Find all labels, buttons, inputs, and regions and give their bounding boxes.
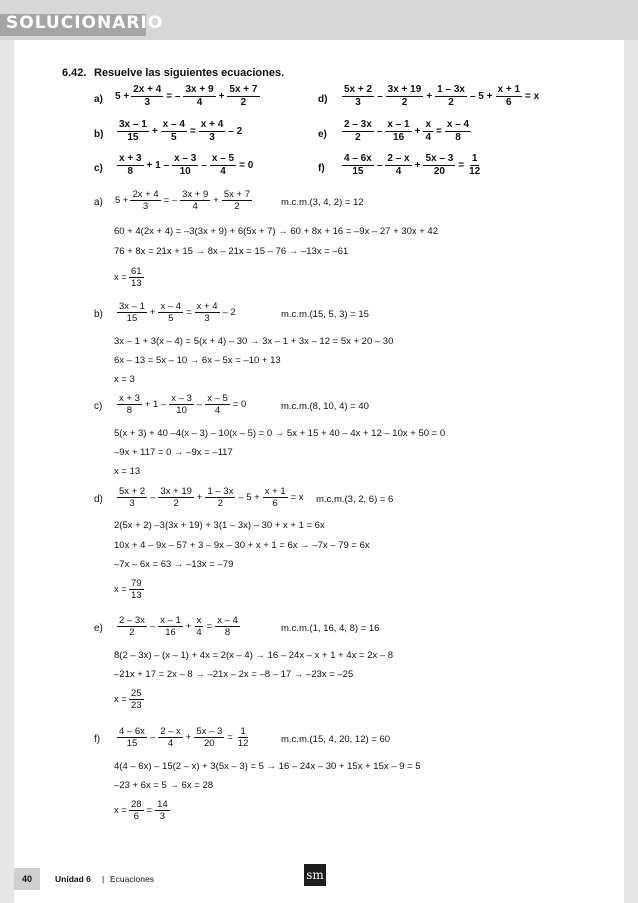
numerator: 4 – 6x: [119, 726, 145, 737]
solution-label: c): [94, 401, 103, 412]
footer-separator: |: [102, 874, 105, 884]
equation-d: [340, 84, 540, 109]
fraction: [263, 486, 288, 509]
numerator: 1 – 3x: [207, 486, 234, 497]
eq-operator: –: [149, 621, 156, 632]
eq-operator: +: [151, 126, 158, 137]
denominator: 2: [173, 498, 179, 509]
solution-line: –7x – 6x = 63 → –13x = –79: [114, 559, 234, 570]
result-a: [114, 266, 146, 289]
solution-line: 6x – 13 = 5x – 10 → 6x – 5x = –10 + 13: [114, 355, 281, 366]
fraction: [129, 688, 144, 711]
eq-operator: –: [201, 160, 207, 171]
numerator: 2 – x: [160, 726, 181, 737]
eq-operator: =: [189, 126, 196, 137]
eq-operator: +: [213, 195, 219, 206]
eq-operator: +: [196, 492, 203, 503]
equation-b: [115, 119, 243, 144]
fraction: [423, 119, 433, 144]
denominator: 6: [133, 811, 139, 822]
eq-term: 5 +: [115, 195, 129, 206]
fraction: [386, 84, 424, 109]
eq-operator: –: [150, 492, 156, 503]
numerator: 5x + 2: [119, 486, 146, 497]
denominator: 8: [126, 405, 133, 416]
denominator: 15: [352, 166, 364, 177]
equation-label: c): [94, 163, 103, 174]
result-var: x =: [114, 694, 127, 705]
solution-line: x = 3: [114, 374, 135, 385]
fraction: [161, 119, 187, 144]
denominator: 16: [392, 132, 405, 143]
result-e: [114, 688, 146, 711]
denominator: 10: [176, 405, 187, 416]
result-var: x =: [114, 272, 127, 283]
denominator: 3: [209, 132, 215, 143]
eq-operator: –: [149, 732, 156, 743]
equation-e: [340, 119, 473, 144]
eq-operator: + 1 –: [144, 399, 167, 410]
numerator: 4 – 6x: [344, 153, 372, 164]
eq-operator: =: [458, 160, 465, 171]
numerator: 1: [471, 153, 478, 164]
fraction: [385, 153, 411, 178]
solution-label: b): [94, 309, 103, 320]
fraction: [129, 799, 144, 822]
denominator: 3: [159, 811, 166, 822]
numerator: 1 – 3x: [437, 84, 465, 95]
equation-c: [115, 153, 254, 178]
fraction: [158, 615, 183, 638]
page-number: 40: [14, 868, 40, 890]
numerator: 14: [157, 799, 168, 810]
fraction: [117, 301, 147, 324]
numerator: 3x + 19: [160, 486, 192, 497]
eq-operator: –: [377, 91, 383, 102]
mcm-f: m.c.m.(15, 4, 20, 12) = 60: [281, 734, 391, 745]
denominator: 4: [220, 166, 226, 177]
numerator: x: [425, 119, 432, 130]
numerator: 2 – 3x: [344, 119, 372, 130]
denominator: 13: [130, 278, 142, 289]
denominator: 4: [192, 201, 198, 212]
eq-operator: –: [376, 126, 383, 137]
publisher-logo: sm: [304, 864, 326, 886]
denominator: 8: [224, 627, 231, 638]
numerator: x – 3: [171, 393, 192, 404]
numerator: 5x – 3: [425, 153, 454, 164]
numerator: 5x – 3: [196, 726, 223, 737]
fraction: [205, 486, 235, 509]
solution-line: 60 + 4(2x + 4) = –3(3x + 9) + 6(5x + 7) → 60 + 8x + 16 = –9x – 27 + 30x + 42: [114, 226, 439, 237]
fraction: [385, 119, 411, 144]
eq-operator: –: [196, 399, 203, 410]
denominator: 3: [142, 201, 149, 212]
fraction: [194, 726, 224, 749]
equation-a: [115, 84, 262, 109]
denominator: 4: [425, 132, 432, 143]
fraction: [158, 486, 193, 509]
numerator: 61: [130, 266, 142, 277]
eq-operator: – 5 +: [238, 492, 260, 503]
solution-c-equation: [115, 393, 247, 416]
fraction: [199, 119, 226, 144]
denominator: 12: [237, 738, 249, 749]
fraction: [195, 301, 220, 324]
eq-operator: =: [146, 805, 153, 816]
fraction: [222, 189, 252, 212]
denominator: 4: [395, 166, 402, 177]
equation-label: b): [94, 129, 104, 140]
solution-line: 5(x + 3) + 40 –4(x – 3) – 10(x – 5) = 0 → 5x + 15 + 40 – 4x + 12 – 10x + 50 = 0: [114, 428, 446, 439]
denominator: 3: [355, 97, 361, 108]
eq-operator: –: [376, 160, 383, 171]
fraction: [169, 393, 194, 416]
equation-label: f): [318, 163, 325, 174]
numerator: x + 4: [200, 119, 224, 130]
numerator: 3x + 9: [185, 84, 214, 95]
fraction: [342, 153, 374, 178]
solution-line: 8(2 – 3x) – (x – 1) + 4x = 2(x – 4) → 16 – 24x – x + 1 + 4x = 2x – 8: [114, 650, 394, 661]
numerator: x + 1: [264, 486, 286, 497]
numerator: 2x + 4: [133, 84, 162, 95]
denominator: 15: [126, 313, 138, 324]
mcm-d: m.c.m.(3, 2, 6) = 6: [316, 494, 394, 505]
numerator: 3x – 1: [119, 119, 147, 130]
denominator: 8: [455, 132, 461, 143]
numerator: x + 3: [119, 393, 140, 404]
solution-f-equation: [115, 726, 252, 749]
fraction: [158, 301, 183, 324]
footer-unit: Unidad 6: [55, 874, 91, 884]
denominator: 6: [505, 97, 512, 108]
fraction: [117, 119, 149, 144]
fraction: [423, 153, 455, 178]
numerator: 2 – 3x: [119, 615, 145, 626]
numerator: 5x + 2: [344, 84, 373, 95]
denominator: 2: [129, 627, 135, 638]
solution-label: a): [94, 197, 103, 208]
fraction: [129, 266, 144, 289]
fraction: [129, 578, 144, 601]
numerator: x + 3: [119, 153, 142, 164]
eq-operator: + 1 –: [146, 160, 170, 171]
solution-line: 2(5x + 2) –3(3x + 19) + 3(1 – 3x) – 30 + x + 1 = 6x: [114, 520, 325, 531]
eq-operator: = x: [290, 492, 304, 503]
denominator: 4: [167, 738, 174, 749]
eq-operator: – 5 +: [469, 91, 493, 102]
numerator: x – 5: [207, 393, 228, 404]
fraction: [158, 726, 183, 749]
denominator: 2: [217, 498, 224, 509]
fraction: [117, 726, 147, 749]
denominator: 16: [165, 627, 176, 638]
eq-operator: +: [185, 732, 192, 743]
denominator: 2: [240, 97, 247, 108]
fraction: [236, 726, 251, 749]
denominator: 3: [204, 313, 210, 324]
denominator: 23: [130, 700, 142, 711]
numerator: x – 3: [174, 153, 197, 164]
fraction: [227, 84, 259, 109]
eq-operator: = x: [525, 91, 540, 102]
numerator: x + 4: [196, 301, 218, 312]
solution-e-equation: [115, 615, 242, 638]
solution-line: 4(4 – 6x) – 15(2 – x) + 3(5x – 3) = 5 → 16 – 24x – 30 + 15x + 15x – 9 = 5: [114, 761, 421, 772]
eq-operator: +: [149, 307, 156, 318]
fraction: [496, 84, 523, 109]
denominator: 13: [130, 590, 142, 601]
numerator: x – 4: [160, 301, 182, 312]
numerator: 79: [130, 578, 142, 589]
eq-operator: =: [227, 732, 233, 743]
fraction: [117, 393, 142, 416]
solution-line: 3x – 1 + 3(x – 4) = 5(x + 4) – 30 → 3x – 1 + 3x – 12 = 5x + 20 – 30: [114, 336, 394, 347]
fraction: [180, 189, 210, 212]
fraction: [117, 615, 147, 638]
equation-label: a): [94, 94, 103, 105]
eq-operator: =: [206, 621, 213, 632]
numerator: x + 1: [497, 84, 521, 95]
numerator: 2x + 4: [132, 189, 159, 200]
exercise-number: 6.42.: [62, 67, 87, 79]
exercise-statement: Resuelve las siguientes ecuaciones.: [94, 67, 285, 79]
denominator: 20: [433, 166, 445, 177]
denominator: 2: [355, 132, 361, 143]
solution-line: –9x + 117 = 0 → –9x = –117: [114, 447, 233, 458]
eq-operator: = 0: [239, 160, 254, 171]
denominator: 20: [204, 738, 215, 749]
solution-b-equation: [115, 301, 237, 324]
eq-operator: = –: [166, 91, 181, 102]
numerator: x – 4: [446, 119, 470, 130]
denominator: 3: [129, 498, 135, 509]
result-d: [114, 578, 146, 601]
fraction: [215, 615, 240, 638]
denominator: 4: [196, 627, 202, 638]
numerator: 3x – 1: [119, 301, 145, 312]
fraction: [130, 189, 160, 212]
numerator: 2 – x: [387, 153, 410, 164]
denominator: 15: [127, 132, 139, 143]
mcm-e: m.c.m.(1, 16, 4, 8) = 16: [281, 623, 380, 634]
eq-operator: +: [414, 160, 421, 171]
equation-f: [340, 153, 484, 178]
eq-operator: +: [218, 91, 225, 102]
eq-operator: =: [436, 126, 442, 137]
equation-label: d): [318, 94, 328, 105]
eq-operator: = –: [163, 195, 178, 206]
result-var: x =: [114, 584, 127, 595]
numerator: 5x + 7: [229, 84, 258, 95]
denominator: 5: [171, 132, 177, 143]
denominator: 3: [144, 97, 151, 108]
mcm-c: m.c.m.(8, 10, 4) = 40: [281, 401, 369, 412]
banner-title: SOLUCIONARIO: [6, 13, 164, 33]
denominator: 10: [179, 166, 191, 177]
denominator: 5: [168, 313, 174, 324]
solution-line: 10x + 4 – 9x – 57 + 3 – 9x – 30 + x + 1 = 6x → –7x – 79 = 6x: [114, 540, 370, 551]
numerator: x: [196, 615, 202, 626]
fraction: [342, 84, 374, 109]
numerator: 3x + 9: [182, 189, 209, 200]
numerator: 5x + 7: [223, 189, 250, 200]
denominator: 15: [126, 738, 138, 749]
result-f: [114, 799, 172, 822]
fraction: [467, 153, 482, 178]
numerator: x – 4: [217, 615, 238, 626]
numerator: 28: [130, 799, 142, 810]
solution-label: e): [94, 623, 103, 634]
eq-term: 5 +: [115, 91, 130, 102]
numerator: 3x + 19: [387, 84, 422, 95]
fraction: [210, 153, 236, 178]
fraction: [435, 84, 467, 109]
fraction: [342, 119, 374, 144]
denominator: 2: [448, 97, 454, 108]
denominator: 4: [196, 97, 203, 108]
eq-operator: +: [426, 91, 433, 102]
solution-line: –23 + 6x = 5 → 6x = 28: [114, 780, 214, 791]
eq-operator: – 2: [228, 126, 243, 137]
solution-line: x = 13: [114, 466, 141, 477]
fraction: [172, 153, 198, 178]
numerator: x – 1: [387, 119, 410, 130]
denominator: 2: [234, 201, 240, 212]
eq-operator: =: [186, 307, 192, 318]
solution-line: –21x + 17 = 2x – 8 → –21x – 2x = –8 – 17 → –23x = –25: [114, 669, 354, 680]
denominator: 12: [469, 166, 481, 177]
solution-a-equation: [115, 189, 254, 212]
fraction: [117, 153, 144, 178]
denominator: 4: [214, 405, 221, 416]
denominator: 8: [127, 166, 134, 177]
solution-label: f): [94, 734, 101, 745]
fraction: [155, 799, 170, 822]
numerator: x – 5: [211, 153, 235, 164]
numerator: 1: [240, 726, 246, 737]
numerator: x – 4: [162, 119, 185, 130]
fraction: [445, 119, 471, 144]
numerator: x – 1: [160, 615, 181, 626]
eq-operator: = 0: [232, 399, 247, 410]
fraction: [183, 84, 215, 109]
eq-operator: +: [414, 126, 421, 137]
solution-label: d): [94, 494, 103, 505]
numerator: 25: [130, 688, 142, 699]
mcm-b: m.c.m.(15, 5, 3) = 15: [281, 309, 369, 320]
eq-operator: – 2: [222, 307, 236, 318]
fraction: [194, 615, 203, 638]
fraction: [131, 84, 163, 109]
eq-operator: +: [185, 621, 192, 632]
denominator: 2: [401, 97, 408, 108]
footer-chapter: Ecuaciones: [110, 874, 154, 884]
solution-line: 76 + 8x = 21x + 15 → 8x – 21x = 15 – 76 → –13x = –61: [114, 246, 349, 257]
fraction: [117, 486, 147, 509]
solution-d-equation: [115, 486, 305, 509]
mcm-a: m.c.m.(3, 4, 2) = 12: [281, 197, 364, 208]
fraction: [205, 393, 230, 416]
result-var: x =: [114, 805, 127, 816]
denominator: 6: [272, 498, 278, 509]
equation-label: e): [318, 129, 327, 140]
